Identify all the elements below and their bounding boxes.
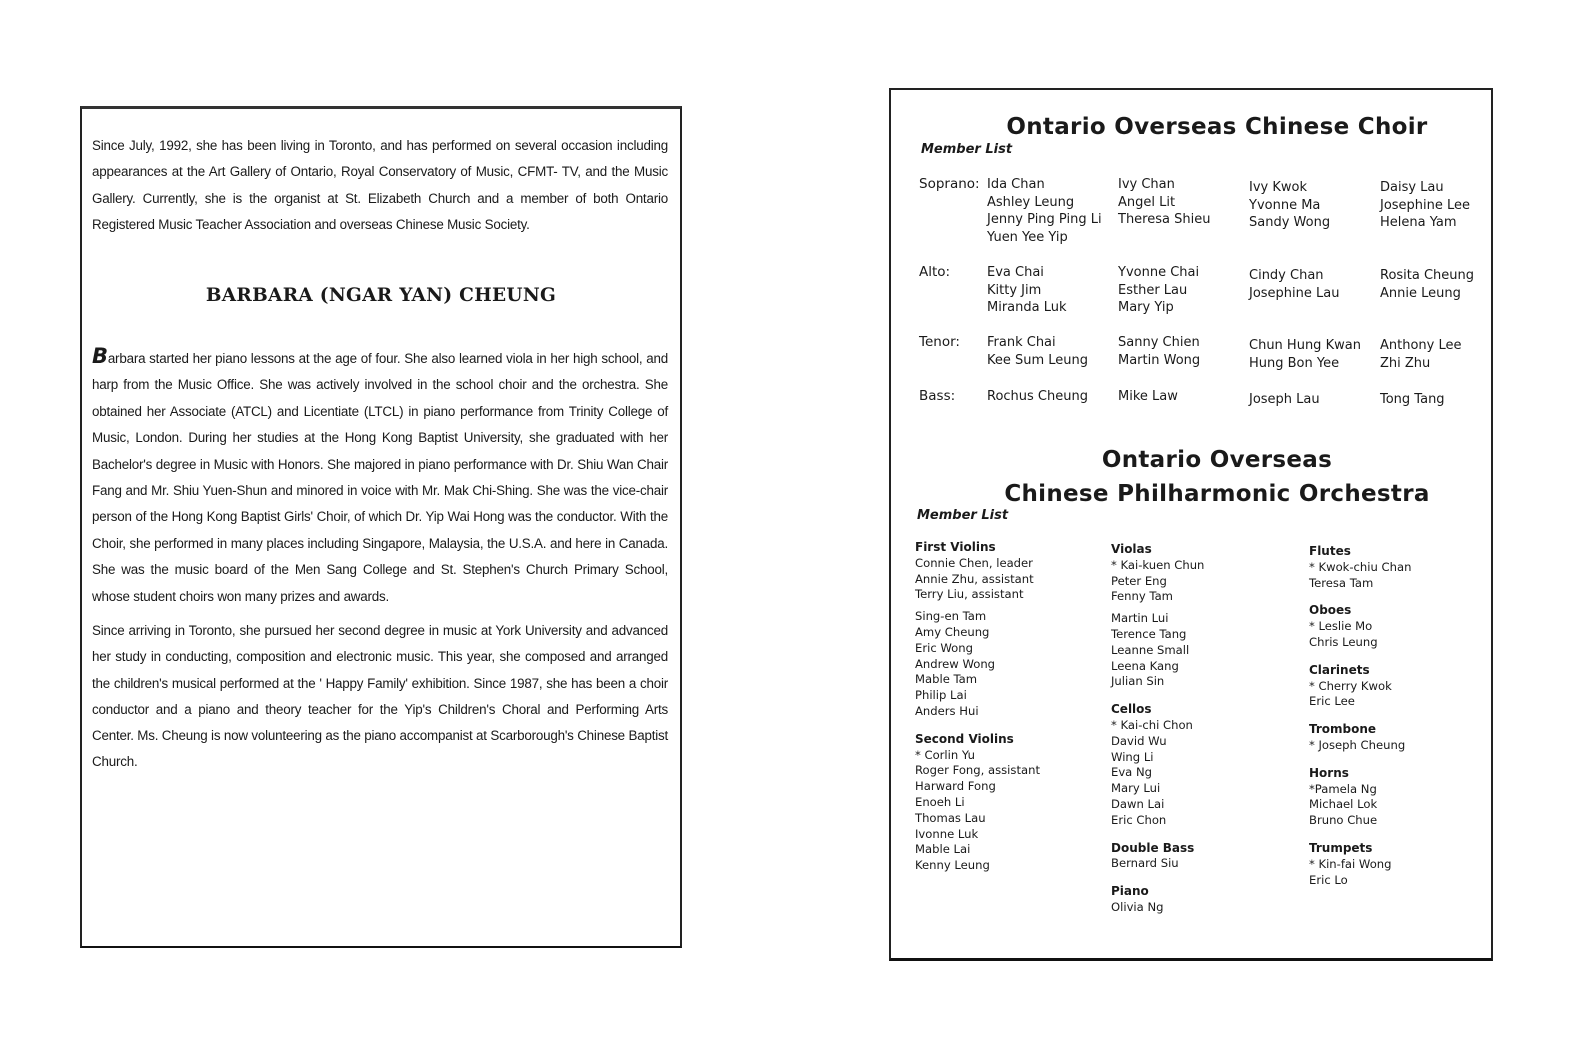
instrument-heading: Horns	[1309, 765, 1349, 780]
member-name: Ivonne Luk	[915, 826, 979, 841]
member-name: Yuen Yee Yip	[987, 229, 1068, 245]
orchestra-column	[915, 540, 1040, 886]
instrument-heading: Trumpets	[1309, 840, 1373, 855]
instrument-heading: Trombone	[1309, 722, 1377, 737]
member-name: Julian Sin	[1111, 674, 1165, 689]
member-name: Enoeh Li	[915, 794, 965, 809]
member-name: Annie Zhu, assistant	[915, 571, 1034, 586]
member-name: * Joseph Cheung	[1309, 737, 1406, 752]
member-name: Sanny Chien	[1118, 335, 1200, 350]
member-name: Cindy Chan	[1249, 268, 1324, 283]
member-name: Tong Tang	[1380, 392, 1445, 407]
member-name: Rochus Cheung	[987, 389, 1088, 404]
member-name: Ivy Kwok	[1249, 180, 1307, 195]
instrument-section	[1111, 841, 1204, 873]
drop-cap: B	[92, 344, 108, 368]
choir-name-column	[987, 176, 1102, 246]
member-name: Frank Chai	[987, 335, 1056, 350]
instrument-section	[1111, 702, 1204, 828]
choir-name-column	[1118, 264, 1199, 317]
instrument-heading: Second Violins	[915, 731, 1014, 746]
member-group	[1111, 900, 1204, 916]
member-name: Martin Lui	[1111, 611, 1169, 626]
instrument-section	[1309, 544, 1411, 591]
member-group	[1309, 857, 1411, 889]
bio-paragraph-1	[92, 343, 668, 610]
choir-name-column	[1249, 391, 1320, 409]
instrument-section	[1309, 603, 1411, 650]
instrument-section	[1111, 542, 1204, 690]
member-name: Roger Fong, assistant	[915, 763, 1040, 778]
voice-label: Bass:	[919, 388, 956, 404]
member-name: Ivy Chan	[1118, 177, 1175, 192]
member-name: Eric Chon	[1111, 812, 1167, 827]
instrument-heading: Clarinets	[1309, 662, 1370, 677]
member-name: Ida Chan	[987, 177, 1045, 192]
member-name: Dawn Lai	[1111, 796, 1165, 811]
member-name: Josephine Lee	[1380, 197, 1471, 213]
choir-name-column	[1118, 176, 1210, 229]
member-name: * Kai-chi Chon	[1111, 717, 1193, 732]
choir-name-column	[1380, 179, 1470, 232]
member-name: Mike Law	[1118, 389, 1178, 404]
right-page	[889, 88, 1493, 961]
instrument-section	[1309, 722, 1411, 754]
voice-label: Tenor:	[919, 334, 960, 350]
member-name: Thomas Lau	[915, 810, 986, 825]
member-name: Joseph Lau	[1249, 392, 1320, 407]
member-group	[1309, 738, 1411, 754]
choir-name-column	[1380, 337, 1462, 372]
instrument-heading: Piano	[1111, 884, 1149, 899]
member-name: Helena Yam	[1380, 215, 1457, 230]
member-name: Mable Lai	[915, 842, 971, 857]
orchestra-column	[1309, 544, 1411, 900]
member-group	[1309, 679, 1411, 711]
member-group	[1309, 560, 1411, 592]
member-name: Anthony Lee	[1380, 338, 1462, 353]
member-name: Miranda Luk	[987, 300, 1067, 315]
member-name: Leena Kang	[1111, 658, 1179, 673]
member-name: Ashley Leung	[987, 194, 1075, 210]
choir-name-column	[1249, 267, 1339, 302]
voice-label: Soprano:	[919, 176, 980, 192]
member-name: Kee Sum Leung	[987, 352, 1089, 368]
member-group	[915, 748, 1040, 874]
instrument-section	[1309, 766, 1411, 829]
member-name: Theresa Shieu	[1118, 212, 1211, 227]
member-name: Mary Yip	[1118, 300, 1174, 315]
member-name: Leanne Small	[1111, 642, 1190, 657]
orchestra-column	[1111, 542, 1204, 928]
member-name: Martin Wong	[1118, 352, 1201, 368]
instrument-heading: First Violins	[915, 540, 996, 554]
member-name: Andrew Wong	[915, 656, 996, 671]
choir-name-column	[1249, 337, 1361, 372]
member-name: Michael Lok	[1309, 797, 1378, 812]
left-page	[80, 106, 682, 948]
member-name: Amy Cheung	[915, 624, 990, 639]
member-group	[1111, 718, 1204, 829]
member-name: Sandy Wong	[1249, 215, 1331, 230]
orchestra-member-list-label: Member List	[917, 508, 1009, 523]
member-name: * Corlin Yu	[915, 747, 976, 762]
member-group	[915, 609, 1040, 720]
orchestra-title-line-1: Ontario Overseas	[1101, 447, 1333, 473]
choir-title: Ontario Overseas Chinese Choir	[1006, 114, 1428, 140]
bio-paragraph-1-text: arbara started her piano lessons at the age of four. She also learned viola in her high school, and harp from the Music Office. She was actively involved in the school choir and the orchestra. She obtained her Associate (ATCL) and Licentiate (LTCL) in piano performance from Trinity College of Music, London. During her studies at the Hong Kong Baptist University, she graduated with her Bachelor's degree in Music with Honors. She majored in piano performance with Dr. Shiu Wan Chair Fang and Mr. Shiu Yuen-Shun and minored in voice with Mr. Mak Chi-Shing. She was the vice-chair person of the Hong Kong Baptist Girls' Choir, of which Dr. Yip Wai Hong was the conductor. With the Choir, she performed in many places including Singapore, Malaysia, the U.S.A. and here in Canada. She was the music board of the Men Sang College and St. Stephen's Church Primary School, whose student choirs won many prizes and awards.	[92, 351, 668, 604]
member-name: Eric Wong	[915, 640, 973, 655]
instrument-section	[1309, 841, 1411, 888]
member-name: Zhi Zhu	[1380, 355, 1431, 371]
member-name: Kenny Leung	[915, 858, 990, 873]
instrument-heading: Violas	[1111, 542, 1152, 556]
member-name: * Kai-kuen Chun	[1111, 557, 1205, 572]
choir-name-column	[1380, 267, 1474, 302]
instrument-heading: Double Bass	[1111, 840, 1195, 855]
member-name: Olivia Ng	[1111, 899, 1164, 914]
member-name: * Cherry Kwok	[1309, 678, 1392, 693]
member-group	[1111, 558, 1204, 605]
instrument-section	[915, 732, 1040, 874]
orchestra-title-line-2: Chinese Philharmonic Orchestra	[1004, 481, 1430, 507]
member-name: * Kwok-chiu Chan	[1309, 559, 1412, 574]
intro-paragraph: Since July, 1992, she has been living in Toronto, and has performed on several occasion including appearances at the Art Gallery of Ontario, Royal Conservatory of Music, CFMT- TV, and the Music Gallery. Currently, she is the organist at St. Elizabeth Church and a member of both Ontario Registered Music Teacher Association and overseas Chinese Music Society.	[92, 138, 668, 232]
bio-paragraph-2: Since arriving in Toronto, she pursued her second degree in music at York University and advanced her study in conducting, composition and electronic music. This year, she composed and arranged the children's musical performed at the ' Happy Family' exhibition. Since 1987, she has been a choir conductor and a piano and theory teacher for the Yip's Children's Choral and Performing Arts Center. Ms. Cheung is now volunteering as the piano accompanist at Scarborough's Chinese Baptist Church.	[92, 623, 668, 770]
member-name: Teresa Tam	[1309, 575, 1374, 590]
instrument-section	[1111, 884, 1204, 916]
member-name: Mary Lui	[1111, 781, 1161, 796]
member-name: Chris Leung	[1309, 634, 1378, 649]
member-name: Yvonne Ma	[1249, 197, 1321, 213]
member-name: Bernard Siu	[1111, 856, 1179, 871]
member-group	[1111, 611, 1204, 690]
member-name: *Pamela Ng	[1309, 781, 1377, 796]
choir-name-column	[987, 334, 1088, 369]
instrument-heading: Oboes	[1309, 603, 1352, 618]
member-name: Eva Ng	[1111, 765, 1153, 780]
member-name: Peter Eng	[1111, 573, 1167, 588]
voice-label: Alto:	[919, 264, 951, 280]
member-name: Daisy Lau	[1380, 180, 1444, 195]
member-name: Jenny Ping Ping Li	[987, 212, 1102, 227]
member-name: Rosita Cheung	[1380, 268, 1475, 283]
member-name: Sing-en Tam	[915, 609, 987, 624]
member-name: Annie Leung	[1380, 285, 1461, 301]
member-name: Fenny Tam	[1111, 589, 1173, 604]
member-name: * Kin-fai Wong	[1309, 856, 1392, 871]
member-name: Eric Lee	[1309, 694, 1355, 709]
choir-name-column	[987, 388, 1088, 406]
instrument-section	[915, 540, 1040, 720]
member-name: Esther Lau	[1118, 282, 1188, 298]
choir-member-list-label: Member List	[921, 142, 1013, 157]
member-name: Connie Chen, leader	[915, 555, 1033, 570]
member-name: Chun Hung Kwan	[1249, 338, 1361, 353]
member-group	[1309, 782, 1411, 829]
instrument-heading: Cellos	[1111, 702, 1152, 717]
choir-name-column	[1249, 179, 1330, 232]
member-group	[915, 556, 1040, 603]
choir-name-column	[987, 264, 1067, 317]
member-name: Kitty Jim	[987, 282, 1042, 298]
member-group	[1309, 619, 1411, 651]
instrument-heading: Flutes	[1309, 544, 1351, 558]
member-name: Yvonne Chai	[1118, 265, 1200, 280]
member-name: Hung Bon Yee	[1249, 355, 1340, 371]
member-name: Wing Li	[1111, 749, 1154, 764]
bio-heading: BARBARA (NGAR YAN) CHEUNG	[205, 285, 557, 306]
member-name: Mable Tam	[915, 672, 978, 687]
choir-name-column	[1380, 391, 1445, 409]
member-name: Josephine Lau	[1249, 285, 1340, 301]
member-name: Harward Fong	[915, 779, 996, 794]
member-name: Philip Lai	[915, 688, 967, 703]
member-name: Eric Lo	[1309, 872, 1348, 887]
instrument-section	[1309, 663, 1411, 710]
member-name: Anders Hui	[915, 703, 979, 718]
member-name: Terence Tang	[1111, 626, 1187, 641]
member-name: Bruno Chue	[1309, 813, 1378, 828]
member-name: Eva Chai	[987, 265, 1044, 280]
member-group	[1111, 856, 1204, 872]
member-name: Angel Lit	[1118, 194, 1176, 210]
member-name: Terry Liu, assistant	[915, 587, 1024, 602]
member-name: * Leslie Mo	[1309, 619, 1373, 634]
choir-name-column	[1118, 388, 1178, 406]
choir-name-column	[1118, 334, 1200, 369]
member-name: David Wu	[1111, 733, 1167, 748]
